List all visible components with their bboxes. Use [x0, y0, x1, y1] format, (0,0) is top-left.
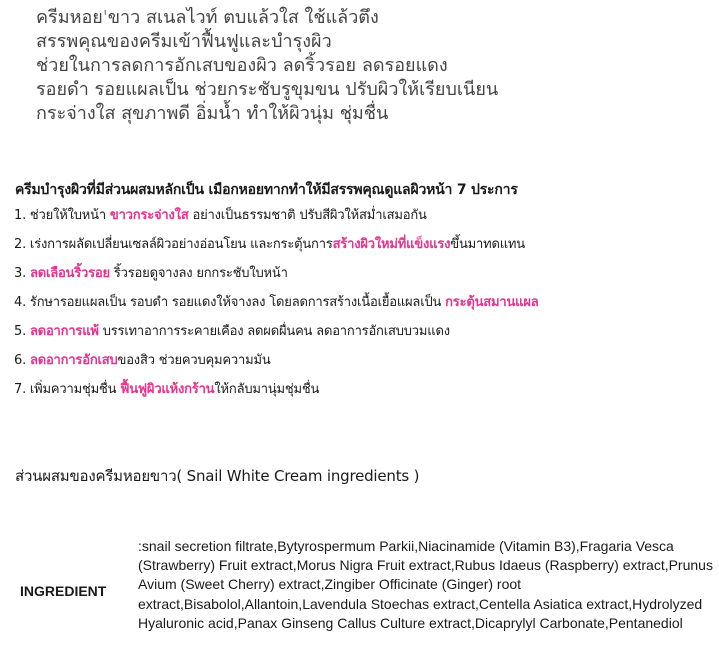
ingredients-heading: ส่วนผสมของครีมหอยขาว( Snail White Cream ingredients ): [15, 467, 420, 485]
benefits-list: [14, 206, 714, 409]
benefit-text: บรรเทาอาการระคายเคือง ลดผดผื่นคน ลดอาการอักเสบบวมแดง: [98, 324, 450, 339]
benefit-text: ริ้วรอยดูจางลง ยกกระชับใบหน้า: [109, 266, 288, 281]
benefit-text: 7. เพิ่มความชุ่มชื่น: [14, 382, 121, 397]
benefit-text: 1. ช่วยให้ใบหน้า: [14, 208, 110, 223]
benefit-text: 5.: [14, 324, 30, 339]
benefit-item: [14, 235, 714, 264]
benefit-highlight: ฟื้นฟูผิวแห้งกร้าน: [120, 382, 215, 397]
intro-line: ช่วยในการลดการอักเสบของผิว ลดริ้วรอย ลดรอยแดง: [36, 55, 448, 76]
benefit-text: ของสิว ช่วยควบคุมความมัน: [117, 353, 271, 368]
benefit-highlight: ขาวกระจ่างใส: [109, 208, 189, 223]
benefit-highlight: ลดอาการแพ้: [29, 324, 99, 339]
benefit-highlight: สร้างผิวใหม่ที่แข็งแรง: [332, 237, 451, 252]
benefit-highlight: ลดเลือนริ้วรอย: [29, 266, 110, 281]
intro-line: สรรพคุณของครีมเข้าฟื้นฟูและบำรุงผิว: [36, 31, 332, 52]
benefits-heading: ครีมบำรุงผิวที่มีส่วนผสมหลักเป็น เมือกหอยทากทำให้มีสรรพคุณดูแลผิวหน้า 7 ประการ: [15, 182, 518, 198]
benefit-text: ขึ้นมาทดแทน: [450, 237, 525, 252]
benefit-text: 2. เร่งการผลัดเปลี่ยนเซลล์ผิวอย่างอ่อนโยน และกระตุ้นการ: [14, 237, 333, 252]
benefit-text: 4. รักษารอยแผลเป็น รอบดำ รอยแดงให้จางลง โดยลดการสร้างเนื้อเยื้อแผลเป็น: [14, 295, 446, 310]
benefit-item: [14, 380, 714, 409]
intro-block: [36, 6, 716, 126]
benefit-item: [14, 206, 714, 235]
benefit-item: [14, 293, 714, 322]
ingredient-label: INGREDIENT: [20, 583, 107, 599]
benefit-text: ให้กลับมานุ่มชุ่มชื่น: [214, 382, 320, 397]
intro-line: กระจ่างใส สุขภาพดี อิ่มน้ำ ทำให้ผิวนุ่ม ชุ่มชื่น: [36, 103, 389, 124]
benefit-highlight: ลดอาการอักเสบ: [29, 353, 118, 368]
intro-line: รอยดำ รอยแผลเป็น ช่วยกระชับรูขุมขน ปรับผิวให้เรียบเนียน: [36, 79, 499, 100]
benefit-text: อย่างเป็นธรรมชาติ ปรับสีผิวให้สม่ำเสมอกัน: [188, 208, 427, 223]
benefit-item: [14, 351, 714, 380]
intro-line: ครีมหอย'ขาว สเนลไวท์ ตบแล้วใส ใช้แล้วตึง: [36, 7, 379, 28]
benefit-text: 6.: [14, 353, 30, 368]
benefit-item: [14, 322, 714, 351]
ingredient-list: :snail secretion filtrate,Bytyrospermum Parkii,Niacinamide (Vitamin B3),Fragaria Vesca (Strawberry) Fruit extract,Morus Nigra Fruit extract,Rubus Idaeus (Raspberry) extract,Prunus Avium (Sweet Cherry) extract,Zingiber Officinate (Ginger) root extract,Bisabolol,Allantoin,Lavendula Stoechas extract,Centella Asiatica extract,Hydrolyzed Hyaluronic acid,Panax Ginseng Callus Culture extract,Dicaprylyl Carbonate,Pentanediol: [138, 538, 713, 631]
benefit-text: 3.: [14, 266, 30, 281]
benefit-highlight: กระตุ้นสมานแผล: [445, 295, 539, 310]
benefit-item: [14, 264, 714, 293]
